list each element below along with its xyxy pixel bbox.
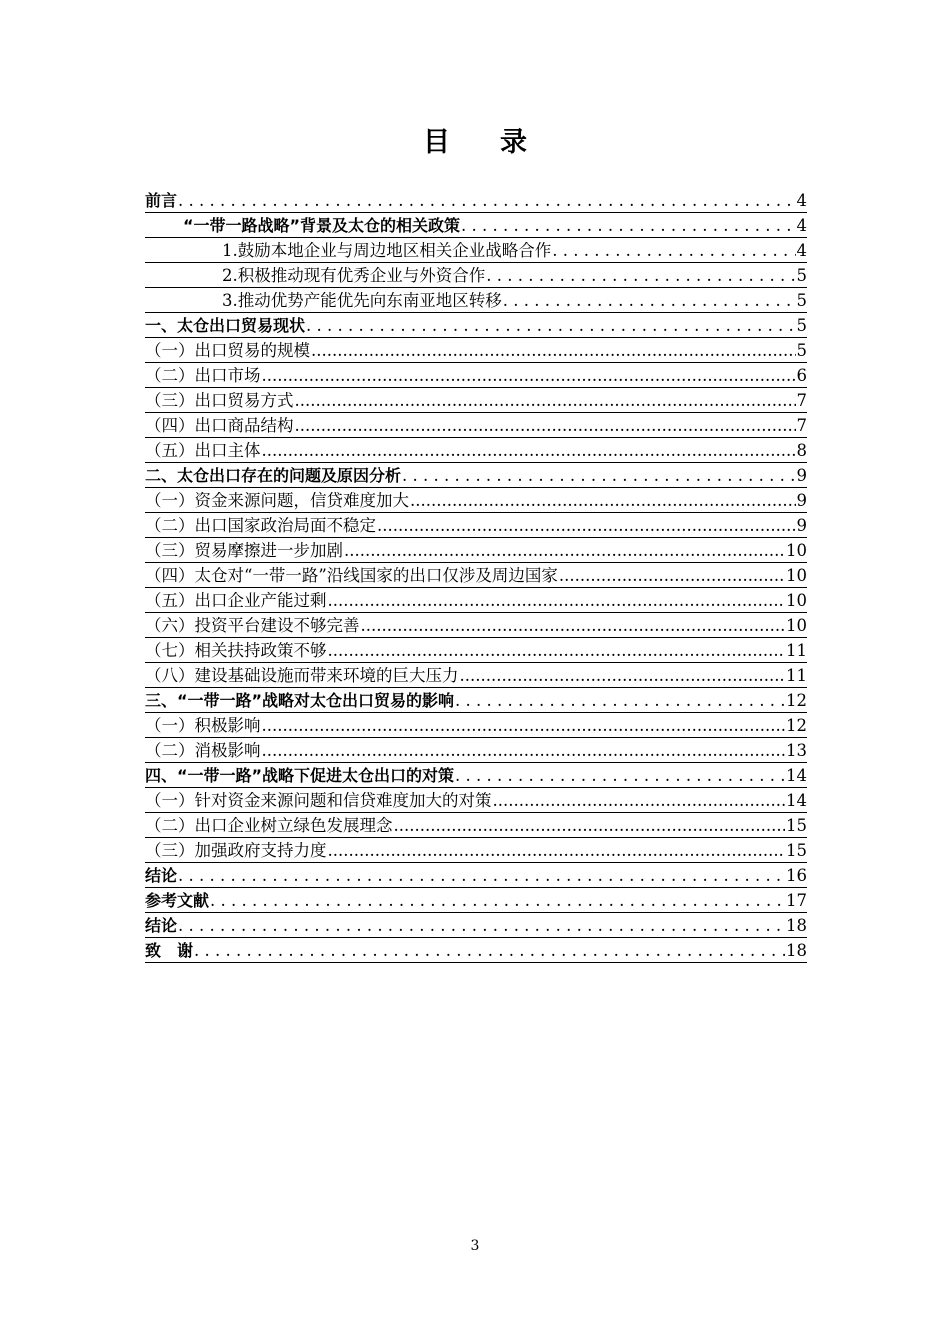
toc-entry-label: 前言 — [145, 191, 178, 210]
toc-title — [0, 120, 950, 159]
toc-entry-page: 12 — [786, 716, 807, 735]
toc-entry-label: （一）出口贸易的规模 — [145, 341, 310, 360]
toc-entry-page: 4 — [796, 241, 807, 260]
toc-entry-page: 9 — [796, 491, 807, 510]
toc-entry-page: 9 — [796, 466, 807, 485]
toc-entry[interactable] — [145, 488, 807, 513]
toc-leader-dots — [344, 540, 785, 562]
toc-entry-label: 结论 — [145, 916, 178, 935]
toc-entry-page: 13 — [786, 741, 807, 760]
toc-entry-page: 15 — [786, 841, 807, 860]
toc-entry[interactable] — [145, 538, 807, 563]
toc-entry-label: （二）出口企业树立绿色发展理念 — [145, 816, 393, 835]
toc-leader-dots — [210, 890, 785, 912]
toc-entry-page: 18 — [786, 916, 807, 935]
toc-leader-dots — [262, 440, 796, 462]
toc-entry-label: （一）积极影响 — [145, 716, 261, 735]
toc-entry[interactable] — [145, 863, 807, 888]
toc-leader-dots — [455, 690, 785, 712]
page-number: 3 — [470, 1238, 480, 1254]
table-of-contents — [145, 188, 807, 963]
toc-leader-dots — [503, 290, 796, 312]
toc-leader-dots — [486, 265, 795, 287]
toc-entry-label: 四、“一带一路”战略下促进太仓出口的对策 — [145, 766, 455, 785]
toc-entry[interactable] — [145, 213, 807, 238]
toc-entry-label: （七）相关扶持政策不够 — [145, 641, 327, 660]
toc-entry-label: （四）太仓对“一带一路”沿线国家的出口仅涉及周边国家 — [145, 566, 558, 585]
toc-entry-page: 12 — [786, 691, 807, 710]
toc-entry[interactable] — [145, 813, 807, 838]
toc-leader-dots — [460, 665, 786, 687]
toc-entry-label: （三）加强政府支持力度 — [145, 841, 327, 860]
toc-entry-label: 二、太仓出口存在的问题及原因分析 — [145, 466, 402, 485]
toc-entry-label: （五）出口企业产能过剩 — [145, 591, 327, 610]
toc-entry-page: 4 — [796, 216, 807, 235]
toc-leader-dots — [410, 490, 796, 512]
toc-entry-page: 4 — [796, 191, 807, 210]
toc-entry[interactable] — [145, 613, 807, 638]
toc-entry-label: 一、太仓出口贸易现状 — [145, 316, 306, 335]
toc-leader-dots — [194, 940, 785, 962]
toc-entry[interactable] — [145, 663, 807, 688]
toc-entry[interactable] — [145, 913, 807, 938]
toc-leader-dots — [262, 740, 786, 762]
toc-entry-label: “一带一路战略”背景及太仓的相关政策 — [183, 216, 461, 235]
toc-entry[interactable] — [145, 438, 807, 463]
toc-entry[interactable] — [145, 688, 807, 713]
toc-entry[interactable] — [145, 713, 807, 738]
toc-entry-label: （四）出口商品结构 — [145, 416, 294, 435]
toc-leader-dots — [262, 365, 796, 387]
toc-entry-label: （二）消极影响 — [145, 741, 261, 760]
toc-entry-page: 10 — [786, 541, 807, 560]
toc-leader-dots — [306, 315, 795, 337]
toc-leader-dots — [461, 215, 795, 237]
toc-title-char-2: 录 — [500, 127, 527, 158]
toc-entry[interactable] — [145, 513, 807, 538]
toc-leader-dots — [311, 340, 796, 362]
toc-entry-page: 7 — [796, 416, 807, 435]
toc-entry-page: 11 — [786, 641, 807, 660]
toc-leader-dots — [559, 565, 785, 587]
toc-entry-label: 2.积极推动现有优秀企业与外资合作 — [222, 266, 486, 285]
toc-entry[interactable] — [145, 888, 807, 913]
toc-entry[interactable] — [145, 588, 807, 613]
toc-entry[interactable] — [145, 788, 807, 813]
toc-leader-dots — [493, 790, 786, 812]
toc-entry-label: （二）出口市场 — [145, 366, 261, 385]
toc-leader-dots — [178, 915, 785, 937]
toc-entry[interactable] — [145, 238, 807, 263]
toc-entry[interactable] — [145, 263, 807, 288]
toc-entry[interactable] — [145, 338, 807, 363]
toc-entry[interactable] — [145, 363, 807, 388]
toc-entry-label: 结论 — [145, 866, 178, 885]
toc-leader-dots — [361, 615, 786, 637]
toc-entry-page: 18 — [786, 941, 807, 960]
toc-entry-label: （三）出口贸易方式 — [145, 391, 294, 410]
toc-leader-dots — [402, 465, 795, 487]
toc-title-char-1: 目 — [423, 127, 450, 158]
toc-entry-label: （六）投资平台建设不够完善 — [145, 616, 360, 635]
toc-entry[interactable] — [145, 463, 807, 488]
toc-entry-page: 11 — [786, 666, 807, 685]
toc-entry[interactable] — [145, 188, 807, 213]
toc-entry-page: 14 — [786, 766, 807, 785]
toc-leader-dots — [328, 590, 786, 612]
toc-entry-page: 5 — [796, 341, 807, 360]
toc-entry[interactable] — [145, 313, 807, 338]
toc-entry[interactable] — [145, 763, 807, 788]
toc-entry-label: （一）针对资金来源问题和信贷难度加大的对策 — [145, 791, 492, 810]
toc-entry[interactable] — [145, 938, 807, 963]
toc-entry-page: 10 — [786, 566, 807, 585]
toc-entry-page: 9 — [796, 516, 807, 535]
toc-leader-dots — [552, 240, 795, 262]
toc-entry-label: （三）贸易摩擦进一步加剧 — [145, 541, 343, 560]
toc-entry-page: 6 — [796, 366, 807, 385]
toc-entry-label: 致 谢 — [145, 941, 194, 960]
toc-entry-page: 14 — [786, 791, 807, 810]
toc-entry-page: 8 — [796, 441, 807, 460]
toc-entry-page: 15 — [786, 816, 807, 835]
toc-leader-dots — [328, 640, 786, 662]
toc-entry-page: 5 — [796, 266, 807, 285]
toc-entry-page: 5 — [796, 291, 807, 310]
toc-leader-dots — [394, 815, 786, 837]
toc-entry[interactable] — [145, 413, 807, 438]
toc-leader-dots — [295, 415, 796, 437]
toc-entry-page: 17 — [786, 891, 807, 910]
toc-entry[interactable] — [145, 738, 807, 763]
toc-entry[interactable] — [145, 838, 807, 863]
toc-entry-label: 1.鼓励本地企业与周边地区相关企业战略合作 — [222, 241, 552, 260]
toc-entry[interactable] — [145, 288, 807, 313]
toc-entry-page: 7 — [796, 391, 807, 410]
toc-entry-label: 参考文献 — [145, 891, 210, 910]
toc-leader-dots — [178, 190, 795, 212]
toc-entry-page: 16 — [786, 866, 807, 885]
toc-entry-page: 5 — [796, 316, 807, 335]
toc-leader-dots — [178, 865, 785, 887]
toc-leader-dots — [328, 840, 786, 862]
toc-entry-label: （八）建设基础设施而带来环境的巨大压力 — [145, 666, 459, 685]
toc-entry-label: （一）资金来源问题，信贷难度加大 — [145, 491, 409, 510]
toc-entry[interactable] — [145, 563, 807, 588]
toc-leader-dots — [262, 715, 786, 737]
toc-entry[interactable] — [145, 388, 807, 413]
toc-entry-page: 10 — [786, 616, 807, 635]
toc-entry-page: 10 — [786, 591, 807, 610]
toc-leader-dots — [295, 390, 796, 412]
toc-leader-dots — [455, 765, 785, 787]
toc-entry-label: （二）出口国家政治局面不稳定 — [145, 516, 376, 535]
toc-entry-label: 3.推动优势产能优先向东南亚地区转移 — [222, 291, 502, 310]
toc-leader-dots — [377, 515, 796, 537]
toc-entry-label: （五）出口主体 — [145, 441, 261, 460]
toc-entry[interactable] — [145, 638, 807, 663]
toc-entry-label: 三、“一带一路”战略对太仓出口贸易的影响 — [145, 691, 455, 710]
